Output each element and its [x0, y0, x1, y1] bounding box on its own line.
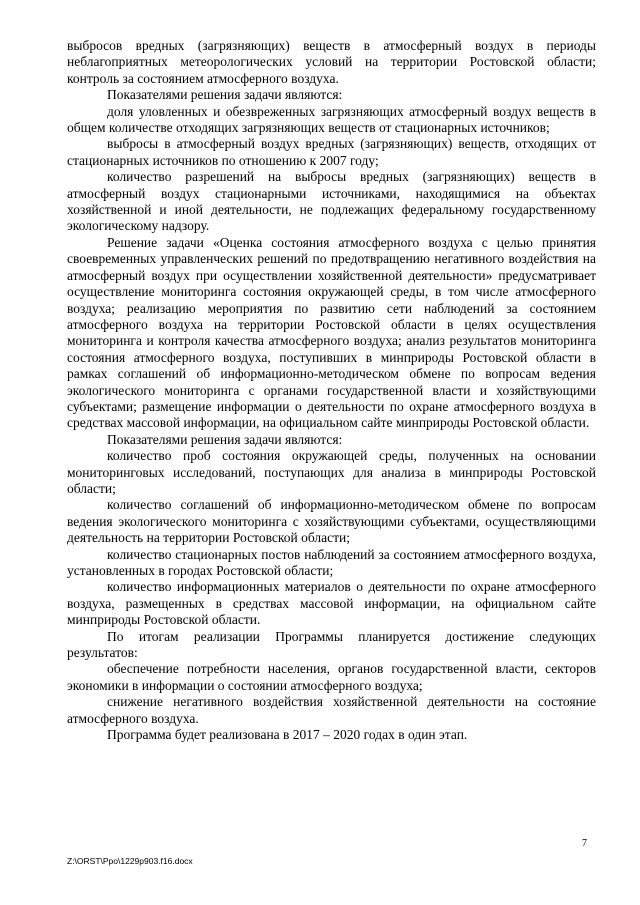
file-path-footer: Z:\ORST\Ppo\1229p903.f16.docx: [67, 856, 193, 866]
paragraph-indicator: количество информационных материалов о деятельности по охране атмосферного воздуха, размещенных в средствах массовой информации, на официальном сайте минприроды Ростовской области.: [67, 579, 596, 628]
paragraph-continuation: выбросов вредных (загрязняющих) веществ в атмосферный воздух в периоды неблагоприятных метеорологических условий на территории Ростовской области; контроль за состоянием атмосферного воздуха.: [67, 38, 596, 86]
paragraph-indicators-heading: Показателями решения задачи являются:: [107, 431, 343, 447]
document-body: [67, 38, 596, 743]
paragraph-indicator: выбросы в атмосферный воздух вредных (загрязняющих) веществ, отходящих от стационарных источников по отношению к 2007 году;: [67, 136, 596, 168]
paragraph-results-heading: По итогам реализации Программы планируется достижение следующих результатов:: [67, 628, 596, 661]
paragraph-result: снижение негативного воздействия хозяйственной деятельности на состояние атмосферного воздуха.: [67, 694, 596, 726]
paragraph-indicators-heading: Показателями решения задачи являются:: [107, 87, 343, 103]
paragraph-program-period: Программа будет реализована в 2017 – 2020 годах в один этап.: [107, 727, 468, 743]
paragraph-indicator: количество соглашений об информационно-методическом обмене по вопросам ведения экологического мониторинга с хозяйствующими субъектами, осуществляющими деятельность на территории Ростовской области;: [67, 497, 596, 546]
paragraph-indicator: количество стационарных постов наблюдений за состоянием атмосферного воздуха, установленных в городах Ростовской области;: [67, 546, 596, 578]
page-number: 7: [582, 838, 587, 849]
paragraph-task-description: Решение задачи «Оценка состояния атмосферного воздуха с целью принятия своевременных управленческих решений по предотвращению негативного воздействия на атмосферный воздух при осуществлении хозяйственной деятельности» предусматривает осуществление мониторинга состояния окружающей среды, в том числе атмосферного воздуха; реализацию мероприятия по развитию сети наблюдений за состоянием атмосферного воздуха на территории Ростовской области в целях осуществления мониторинга и контроля качества атмосферного воздуха; анализ результатов мониторинга состояния атмосферного воздуха, поступивших в минприроды Ростовской области в рамках соглашений об информационно-методическом обмене по вопросам ведения экологического мониторинга с органами государственной власти и хозяйствующими субъектами; размещение информации о деятельности по охране атмосферного воздуха в средствах массовой информации, на официальном сайте минприроды Ростовской области.: [67, 234, 596, 431]
paragraph-indicator: доля уловленных и обезвреженных загрязняющих атмосферный воздух веществ в общем количестве отходящих загрязняющих веществ от стационарных источников;: [67, 103, 596, 136]
paragraph-indicator: количество разрешений на выбросы вредных (загрязняющих) веществ в атмосферный воздух стационарными источниками, находящимися на объектах хозяйственной и иной деятельности, не подлежащих федеральному государственному экологическому надзору.: [67, 169, 596, 234]
paragraph-indicator: количество проб состояния окружающей среды, полученных на основании мониторинговых исследований, поступающих для анализа в минприроды Ростовской области;: [67, 448, 596, 496]
paragraph-result: обеспечение потребности населения, органов государственной власти, секторов экономики в информации о состоянии атмосферного воздуха;: [67, 661, 596, 693]
